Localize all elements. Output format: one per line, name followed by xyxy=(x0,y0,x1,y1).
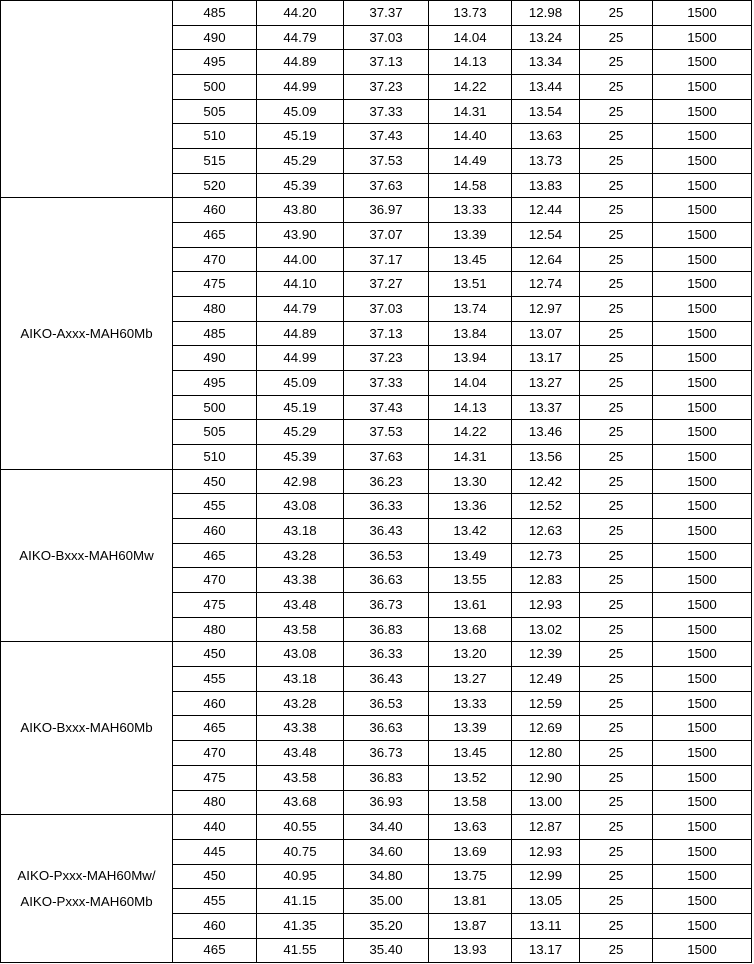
table-cell: 45.09 xyxy=(257,371,344,396)
table-cell: 37.33 xyxy=(344,371,429,396)
table-cell: 37.17 xyxy=(344,247,429,272)
table-cell: 1500 xyxy=(653,691,752,716)
table-cell: 1500 xyxy=(653,99,752,124)
table-cell: 36.83 xyxy=(344,765,429,790)
table-cell: 43.48 xyxy=(257,593,344,618)
model-name: AIKO-Bxxx-MAH60Mw xyxy=(19,547,154,563)
table-cell: 13.52 xyxy=(429,765,512,790)
table-row xyxy=(1,469,752,494)
table-cell: 13.39 xyxy=(429,223,512,248)
table-cell: 490 xyxy=(173,346,257,371)
table-cell: 34.80 xyxy=(344,864,429,889)
table-cell: 465 xyxy=(173,716,257,741)
table-cell: 25 xyxy=(580,247,653,272)
table-row xyxy=(1,198,752,223)
model-name: AIKO-Pxxx-MAH60Mb xyxy=(20,893,153,909)
table-cell: 475 xyxy=(173,593,257,618)
table-cell: 37.33 xyxy=(344,99,429,124)
table-cell: 36.43 xyxy=(344,519,429,544)
table-cell: 480 xyxy=(173,617,257,642)
table-cell: 1500 xyxy=(653,741,752,766)
table-cell: 43.58 xyxy=(257,765,344,790)
table-cell: 12.44 xyxy=(512,198,580,223)
table-cell: 25 xyxy=(580,667,653,692)
table-cell: 34.40 xyxy=(344,815,429,840)
table-cell: 25 xyxy=(580,790,653,815)
table-cell: 25 xyxy=(580,741,653,766)
table-cell: 12.80 xyxy=(512,741,580,766)
table-cell: 13.33 xyxy=(429,198,512,223)
table-cell: 1500 xyxy=(653,445,752,470)
table-cell: 13.56 xyxy=(512,445,580,470)
table-cell: 470 xyxy=(173,247,257,272)
table-cell: 43.38 xyxy=(257,716,344,741)
table-cell: 37.07 xyxy=(344,223,429,248)
table-cell: 44.20 xyxy=(257,1,344,26)
table-cell: 44.00 xyxy=(257,247,344,272)
table-cell: 1500 xyxy=(653,617,752,642)
table-cell: 1500 xyxy=(653,124,752,149)
table-cell: 35.00 xyxy=(344,889,429,914)
table-cell: 13.61 xyxy=(429,593,512,618)
table-cell: 1500 xyxy=(653,913,752,938)
table-cell: 12.98 xyxy=(512,1,580,26)
table-cell: 12.54 xyxy=(512,223,580,248)
table-cell: 36.53 xyxy=(344,543,429,568)
table-cell: 460 xyxy=(173,198,257,223)
table-cell: 36.93 xyxy=(344,790,429,815)
table-cell: 12.63 xyxy=(512,519,580,544)
table-cell: 25 xyxy=(580,494,653,519)
table-cell: 25 xyxy=(580,889,653,914)
table-cell: 1500 xyxy=(653,889,752,914)
table-cell: 13.44 xyxy=(512,75,580,100)
table-cell: 25 xyxy=(580,420,653,445)
table-cell: 25 xyxy=(580,75,653,100)
model-name-cell xyxy=(1,469,173,642)
table-cell: 14.40 xyxy=(429,124,512,149)
table-cell: 13.94 xyxy=(429,346,512,371)
table-cell: 13.74 xyxy=(429,297,512,322)
table-cell: 37.13 xyxy=(344,50,429,75)
table-cell: 12.90 xyxy=(512,765,580,790)
table-cell: 36.43 xyxy=(344,667,429,692)
table-cell: 37.37 xyxy=(344,1,429,26)
table-cell: 450 xyxy=(173,642,257,667)
table-cell: 505 xyxy=(173,420,257,445)
table-cell: 1500 xyxy=(653,149,752,174)
table-cell: 445 xyxy=(173,839,257,864)
table-cell: 41.55 xyxy=(257,938,344,963)
table-cell: 1500 xyxy=(653,321,752,346)
table-cell: 1500 xyxy=(653,75,752,100)
table-cell: 12.87 xyxy=(512,815,580,840)
table-cell: 13.05 xyxy=(512,889,580,914)
table-cell: 13.55 xyxy=(429,568,512,593)
table-cell: 25 xyxy=(580,124,653,149)
table-cell: 13.58 xyxy=(429,790,512,815)
table-cell: 450 xyxy=(173,469,257,494)
table-cell: 43.58 xyxy=(257,617,344,642)
table-cell: 13.39 xyxy=(429,716,512,741)
table-cell: 12.73 xyxy=(512,543,580,568)
table-cell: 465 xyxy=(173,543,257,568)
table-cell: 12.83 xyxy=(512,568,580,593)
table-cell: 43.68 xyxy=(257,790,344,815)
table-cell: 44.79 xyxy=(257,25,344,50)
table-cell: 1500 xyxy=(653,716,752,741)
model-name: AIKO-Bxxx-MAH60Mb xyxy=(20,720,153,736)
table-cell: 13.81 xyxy=(429,889,512,914)
table-cell: 13.45 xyxy=(429,741,512,766)
table-cell: 13.17 xyxy=(512,346,580,371)
table-row xyxy=(1,1,752,26)
table-cell: 13.37 xyxy=(512,395,580,420)
table-cell: 40.55 xyxy=(257,815,344,840)
table-cell: 25 xyxy=(580,815,653,840)
table-cell: 37.03 xyxy=(344,25,429,50)
table-cell: 43.28 xyxy=(257,543,344,568)
table-cell: 1500 xyxy=(653,494,752,519)
table-cell: 41.15 xyxy=(257,889,344,914)
table-cell: 36.73 xyxy=(344,593,429,618)
table-cell: 500 xyxy=(173,395,257,420)
table-cell: 25 xyxy=(580,371,653,396)
table-cell: 1500 xyxy=(653,25,752,50)
table-cell: 13.73 xyxy=(429,1,512,26)
table-cell: 25 xyxy=(580,938,653,963)
table-cell: 25 xyxy=(580,99,653,124)
model-name-cell xyxy=(1,198,173,469)
table-cell: 13.36 xyxy=(429,494,512,519)
table-cell: 43.90 xyxy=(257,223,344,248)
table-cell: 470 xyxy=(173,568,257,593)
table-cell: 465 xyxy=(173,223,257,248)
table-cell: 25 xyxy=(580,765,653,790)
table-cell: 44.89 xyxy=(257,321,344,346)
table-cell: 25 xyxy=(580,149,653,174)
table-cell: 480 xyxy=(173,790,257,815)
model-name: AIKO-Pxxx-MAH60Mw/ xyxy=(17,867,156,883)
table-cell: 14.58 xyxy=(429,173,512,198)
table-cell: 37.63 xyxy=(344,173,429,198)
table-cell: 1500 xyxy=(653,790,752,815)
table-cell: 460 xyxy=(173,913,257,938)
table-cell: 25 xyxy=(580,519,653,544)
table-cell: 1500 xyxy=(653,1,752,26)
model-name-cell xyxy=(1,815,173,963)
table-cell: 13.93 xyxy=(429,938,512,963)
table-cell: 1500 xyxy=(653,519,752,544)
table-cell: 12.99 xyxy=(512,864,580,889)
table-cell: 1500 xyxy=(653,346,752,371)
table-cell: 1500 xyxy=(653,667,752,692)
table-cell: 37.27 xyxy=(344,272,429,297)
table-cell: 25 xyxy=(580,593,653,618)
table-cell: 1500 xyxy=(653,543,752,568)
table-cell: 25 xyxy=(580,25,653,50)
table-cell: 37.03 xyxy=(344,297,429,322)
table-cell: 1500 xyxy=(653,420,752,445)
table-cell: 1500 xyxy=(653,198,752,223)
table-cell: 25 xyxy=(580,864,653,889)
table-cell: 25 xyxy=(580,839,653,864)
table-cell: 1500 xyxy=(653,765,752,790)
table-cell: 14.04 xyxy=(429,371,512,396)
table-cell: 13.54 xyxy=(512,99,580,124)
table-cell: 37.53 xyxy=(344,149,429,174)
table-cell: 1500 xyxy=(653,568,752,593)
table-cell: 25 xyxy=(580,272,653,297)
table-cell: 1500 xyxy=(653,371,752,396)
table-cell: 44.10 xyxy=(257,272,344,297)
table-cell: 465 xyxy=(173,938,257,963)
table-cell: 455 xyxy=(173,494,257,519)
table-cell: 43.38 xyxy=(257,568,344,593)
table-cell: 485 xyxy=(173,1,257,26)
table-cell: 13.17 xyxy=(512,938,580,963)
model-name: AIKO-Axxx-MAH60Mb xyxy=(20,325,153,341)
table-cell: 25 xyxy=(580,223,653,248)
table-cell: 42.98 xyxy=(257,469,344,494)
table-cell: 1500 xyxy=(653,247,752,272)
table-cell: 440 xyxy=(173,815,257,840)
table-cell: 1500 xyxy=(653,642,752,667)
table-cell: 12.52 xyxy=(512,494,580,519)
table-cell: 35.40 xyxy=(344,938,429,963)
table-cell: 44.89 xyxy=(257,50,344,75)
table-cell: 13.84 xyxy=(429,321,512,346)
table-cell: 475 xyxy=(173,272,257,297)
table-cell: 45.39 xyxy=(257,173,344,198)
table-cell: 45.09 xyxy=(257,99,344,124)
table-cell: 14.31 xyxy=(429,445,512,470)
table-cell: 43.18 xyxy=(257,519,344,544)
table-cell: 36.53 xyxy=(344,691,429,716)
table-cell: 37.53 xyxy=(344,420,429,445)
table-cell: 13.68 xyxy=(429,617,512,642)
table-cell: 1500 xyxy=(653,839,752,864)
table-cell: 25 xyxy=(580,297,653,322)
table-cell: 14.13 xyxy=(429,50,512,75)
table-cell: 40.95 xyxy=(257,864,344,889)
table-cell: 25 xyxy=(580,50,653,75)
table-cell: 510 xyxy=(173,445,257,470)
table-cell: 14.13 xyxy=(429,395,512,420)
table-cell: 13.87 xyxy=(429,913,512,938)
table-cell: 505 xyxy=(173,99,257,124)
table-cell: 37.13 xyxy=(344,321,429,346)
table-cell: 43.08 xyxy=(257,494,344,519)
table-cell: 12.93 xyxy=(512,839,580,864)
table-cell: 25 xyxy=(580,321,653,346)
model-name-cell xyxy=(1,1,173,198)
table-cell: 43.28 xyxy=(257,691,344,716)
table-cell: 13.27 xyxy=(512,371,580,396)
table-cell: 12.42 xyxy=(512,469,580,494)
table-cell: 13.63 xyxy=(429,815,512,840)
table-cell: 36.73 xyxy=(344,741,429,766)
table-cell: 36.33 xyxy=(344,494,429,519)
table-cell: 25 xyxy=(580,913,653,938)
table-cell: 43.08 xyxy=(257,642,344,667)
table-cell: 44.99 xyxy=(257,75,344,100)
table-cell: 14.22 xyxy=(429,75,512,100)
table-cell: 44.99 xyxy=(257,346,344,371)
table-cell: 45.19 xyxy=(257,124,344,149)
table-cell: 43.80 xyxy=(257,198,344,223)
table-cell: 44.79 xyxy=(257,297,344,322)
table-cell: 13.46 xyxy=(512,420,580,445)
table-cell: 25 xyxy=(580,1,653,26)
table-cell: 455 xyxy=(173,889,257,914)
table-cell: 1500 xyxy=(653,864,752,889)
table-cell: 13.63 xyxy=(512,124,580,149)
table-cell: 470 xyxy=(173,741,257,766)
table-cell: 1500 xyxy=(653,272,752,297)
table-cell: 485 xyxy=(173,321,257,346)
table-cell: 13.20 xyxy=(429,642,512,667)
table-cell: 1500 xyxy=(653,395,752,420)
table-cell: 13.49 xyxy=(429,543,512,568)
table-cell: 1500 xyxy=(653,938,752,963)
table-cell: 460 xyxy=(173,519,257,544)
table-cell: 45.19 xyxy=(257,395,344,420)
table-cell: 475 xyxy=(173,765,257,790)
table-cell: 25 xyxy=(580,346,653,371)
table-cell: 460 xyxy=(173,691,257,716)
table-cell: 35.20 xyxy=(344,913,429,938)
table-cell: 43.18 xyxy=(257,667,344,692)
table-cell: 13.02 xyxy=(512,617,580,642)
table-cell: 500 xyxy=(173,75,257,100)
table-cell: 1500 xyxy=(653,223,752,248)
table-cell: 12.69 xyxy=(512,716,580,741)
table-cell: 495 xyxy=(173,50,257,75)
table-cell: 480 xyxy=(173,297,257,322)
table-row xyxy=(1,815,752,840)
table-cell: 14.04 xyxy=(429,25,512,50)
table-cell: 25 xyxy=(580,173,653,198)
table-cell: 520 xyxy=(173,173,257,198)
table-cell: 510 xyxy=(173,124,257,149)
table-cell: 36.33 xyxy=(344,642,429,667)
table-cell: 45.29 xyxy=(257,420,344,445)
table-cell: 515 xyxy=(173,149,257,174)
table-cell: 25 xyxy=(580,445,653,470)
table-cell: 1500 xyxy=(653,469,752,494)
table-cell: 36.83 xyxy=(344,617,429,642)
table-cell: 12.93 xyxy=(512,593,580,618)
table-cell: 12.39 xyxy=(512,642,580,667)
table-cell: 495 xyxy=(173,371,257,396)
table-cell: 13.83 xyxy=(512,173,580,198)
table-cell: 40.75 xyxy=(257,839,344,864)
table-cell: 37.23 xyxy=(344,346,429,371)
table-cell: 25 xyxy=(580,469,653,494)
table-cell: 12.59 xyxy=(512,691,580,716)
table-cell: 1500 xyxy=(653,297,752,322)
table-cell: 34.60 xyxy=(344,839,429,864)
table-cell: 1500 xyxy=(653,593,752,618)
table-cell: 1500 xyxy=(653,50,752,75)
table-cell: 25 xyxy=(580,198,653,223)
table-cell: 41.35 xyxy=(257,913,344,938)
table-cell: 13.69 xyxy=(429,839,512,864)
table-cell: 25 xyxy=(580,395,653,420)
table-cell: 1500 xyxy=(653,173,752,198)
table-row xyxy=(1,642,752,667)
table-cell: 1500 xyxy=(653,815,752,840)
table-cell: 36.97 xyxy=(344,198,429,223)
table-cell: 36.63 xyxy=(344,568,429,593)
table-cell: 13.42 xyxy=(429,519,512,544)
table-cell: 25 xyxy=(580,691,653,716)
table-cell: 14.22 xyxy=(429,420,512,445)
table-cell: 14.49 xyxy=(429,149,512,174)
table-cell: 45.39 xyxy=(257,445,344,470)
table-cell: 36.63 xyxy=(344,716,429,741)
table-cell: 13.24 xyxy=(512,25,580,50)
table-cell: 37.23 xyxy=(344,75,429,100)
table-cell: 43.48 xyxy=(257,741,344,766)
table-cell: 45.29 xyxy=(257,149,344,174)
table-cell: 13.27 xyxy=(429,667,512,692)
table-cell: 450 xyxy=(173,864,257,889)
table-cell: 37.63 xyxy=(344,445,429,470)
table-cell: 25 xyxy=(580,568,653,593)
table-cell: 490 xyxy=(173,25,257,50)
model-name-cell xyxy=(1,642,173,815)
table-body xyxy=(1,1,752,963)
table-cell: 13.45 xyxy=(429,247,512,272)
table-cell: 14.31 xyxy=(429,99,512,124)
table-cell: 12.97 xyxy=(512,297,580,322)
table-cell: 13.00 xyxy=(512,790,580,815)
table-cell: 25 xyxy=(580,642,653,667)
table-cell: 13.73 xyxy=(512,149,580,174)
table-cell: 37.43 xyxy=(344,395,429,420)
table-cell: 13.33 xyxy=(429,691,512,716)
table-cell: 13.30 xyxy=(429,469,512,494)
table-cell: 37.43 xyxy=(344,124,429,149)
table-cell: 12.64 xyxy=(512,247,580,272)
table-cell: 25 xyxy=(580,617,653,642)
table-cell: 12.49 xyxy=(512,667,580,692)
table-cell: 13.07 xyxy=(512,321,580,346)
table-cell: 36.23 xyxy=(344,469,429,494)
table-cell: 13.51 xyxy=(429,272,512,297)
table-cell: 13.34 xyxy=(512,50,580,75)
table-cell: 12.74 xyxy=(512,272,580,297)
table-cell: 25 xyxy=(580,716,653,741)
table-cell: 13.75 xyxy=(429,864,512,889)
table-cell: 455 xyxy=(173,667,257,692)
table-cell: 25 xyxy=(580,543,653,568)
table-cell: 13.11 xyxy=(512,913,580,938)
